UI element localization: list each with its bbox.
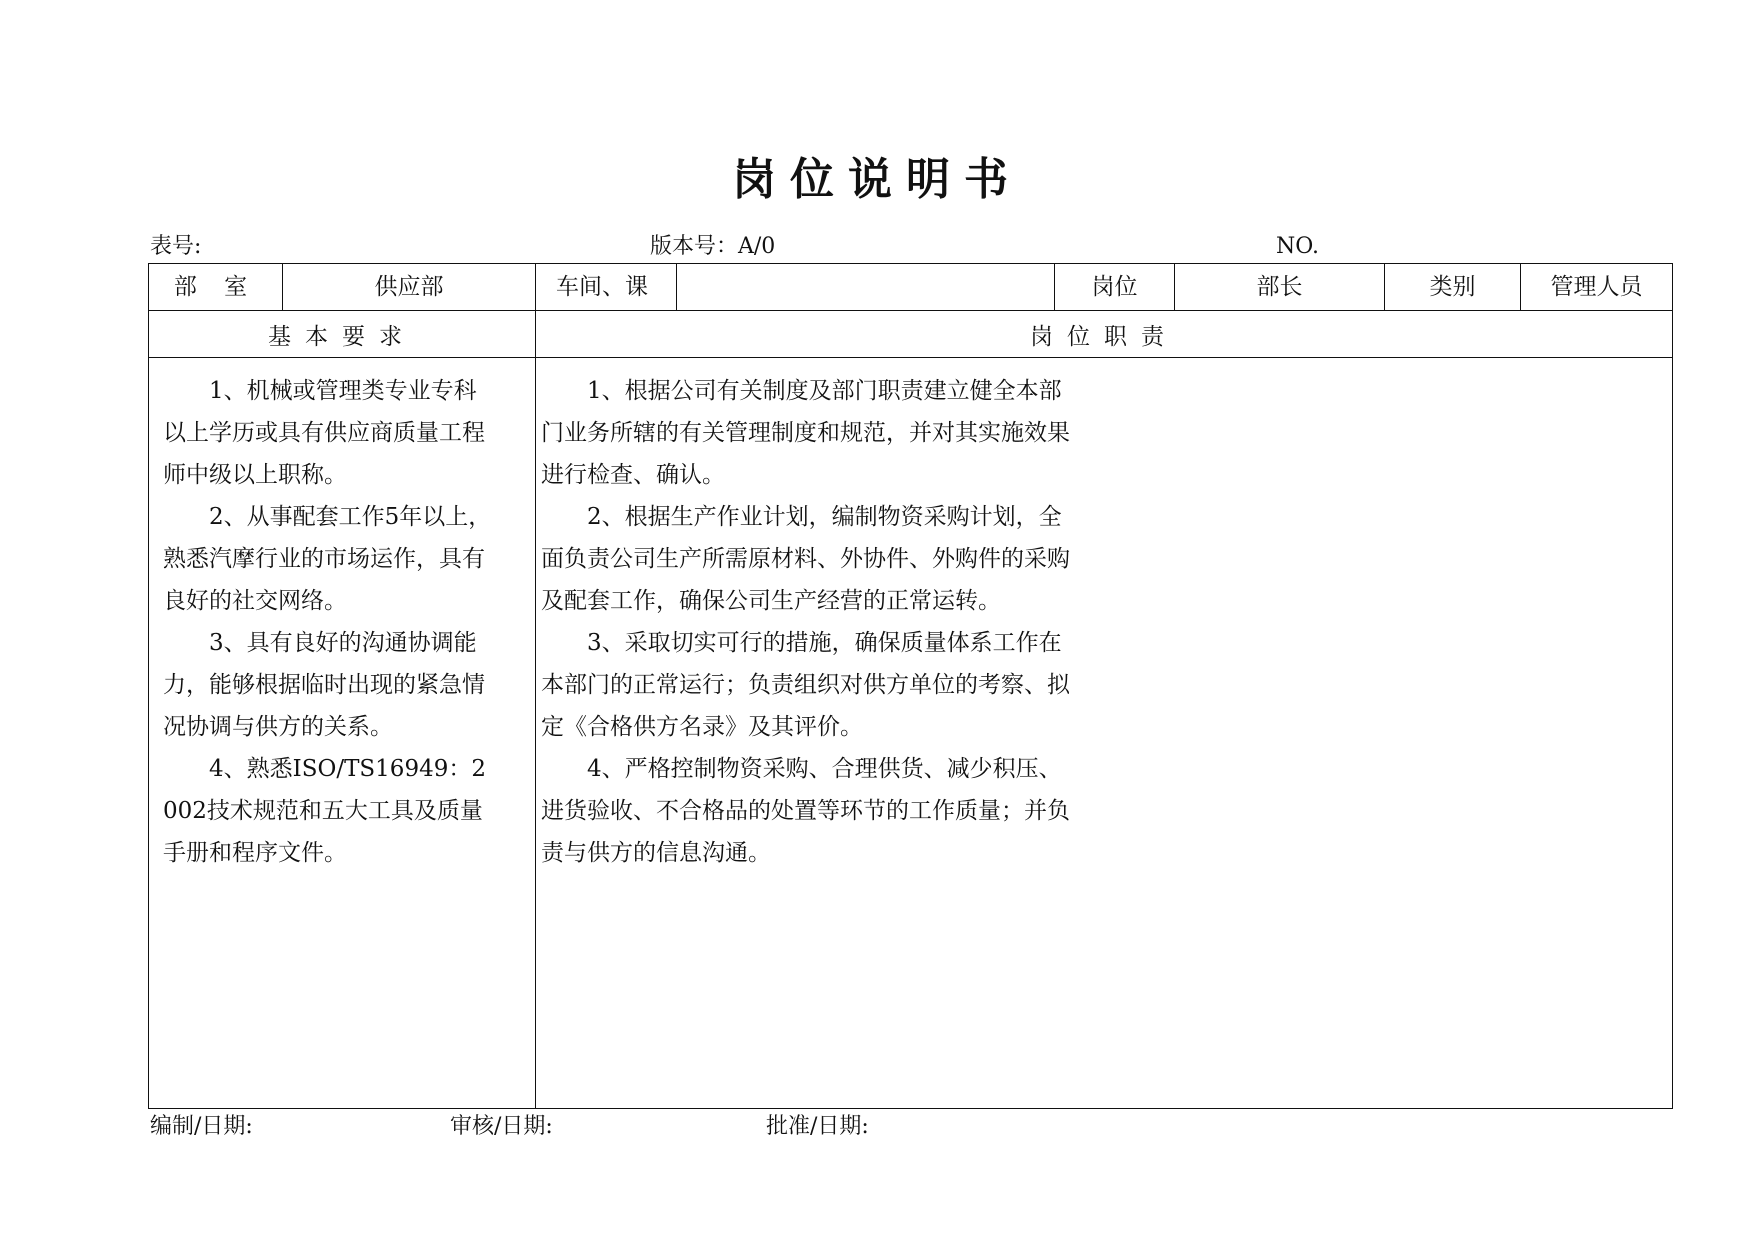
form-number-label: 表号: <box>150 234 202 259</box>
position-label: 岗位 <box>1055 264 1175 311</box>
duties-cell <box>536 358 1673 1109</box>
duty-item: 2、根据生产作业计划，编制物资采购计划，全面负责公司生产所需原材料、外协件、外购件的采购及配套工作，确保公司生产经营的正常运转。 <box>541 504 1070 614</box>
requirements-list <box>163 370 493 874</box>
page-title: 岗位说明书 <box>732 154 1022 205</box>
section-header-row <box>149 311 1673 358</box>
duties-heading: 岗位职责 <box>536 311 1673 358</box>
document-number-label: NO. <box>1276 234 1319 259</box>
requirement-item: 2、从事配套工作5年以上，熟悉汽摩行业的市场运作，具有良好的社交网络。 <box>163 504 492 614</box>
header-row <box>149 264 1673 311</box>
category-value: 管理人员 <box>1521 264 1673 311</box>
workshop-value <box>677 264 1055 311</box>
position-value: 部长 <box>1175 264 1385 311</box>
workshop-label: 车间、课 <box>536 264 677 311</box>
meta-row <box>0 232 1754 262</box>
prepared-by-label: 编制/日期: <box>150 1114 253 1139</box>
category-label: 类别 <box>1385 264 1521 311</box>
duty-item: 1、根据公司有关制度及部门职责建立健全本部门业务所辖的有关管理制度和规范，并对其实施效果进行检查、确认。 <box>541 378 1070 488</box>
duty-item: 3、采取切实可行的措施，确保质量体系工作在本部门的正常运行；负责组织对供方单位的考察、拟定《合格供方名录》及其评价。 <box>541 630 1070 740</box>
duties-list <box>541 370 1071 874</box>
requirement-item: 4、熟悉ISO/TS16949：2002技术规范和五大工具及质量手册和程序文件。 <box>163 756 486 866</box>
signature-row <box>0 1112 1754 1142</box>
reviewed-by-label: 审核/日期: <box>450 1114 553 1139</box>
requirement-item: 3、具有良好的沟通协调能力，能够根据临时出现的紧急情况协调与供方的关系。 <box>163 630 485 740</box>
department-value: 供应部 <box>283 264 536 311</box>
requirement-item: 1、机械或管理类专业专科以上学历或具有供应商质量工程师中级以上职称。 <box>163 378 485 488</box>
requirements-cell <box>149 358 536 1109</box>
job-description-table <box>148 263 1673 1109</box>
version-label: 版本号：A/0 <box>650 234 776 259</box>
approved-by-label: 批准/日期: <box>766 1114 869 1139</box>
duty-item: 4、严格控制物资采购、合理供货、减少积压、进货验收、不合格品的处置等环节的工作质量；并负责与供方的信息沟通。 <box>541 756 1070 866</box>
department-label: 部 室 <box>149 264 283 311</box>
requirements-heading: 基本要求 <box>149 311 536 358</box>
content-row <box>149 358 1673 1109</box>
